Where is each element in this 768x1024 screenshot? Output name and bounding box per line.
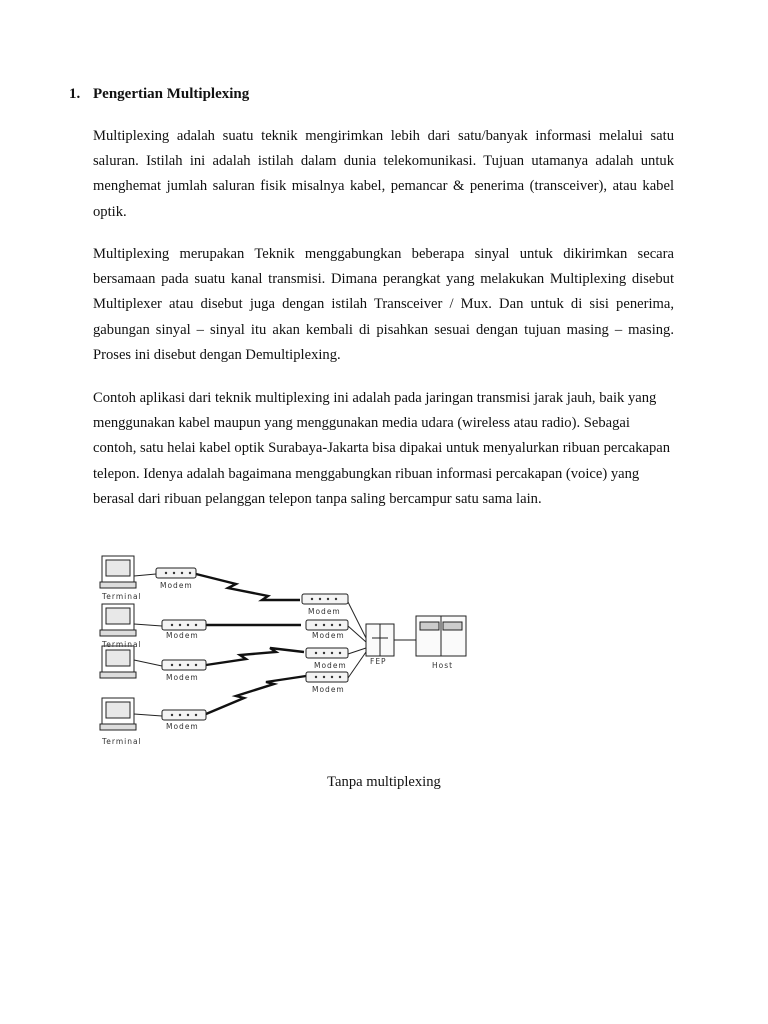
link-zigzag-1 xyxy=(196,574,300,600)
label-terminal-1: Terminal xyxy=(102,592,142,601)
label-modem-3: Modem xyxy=(166,673,199,682)
label-terminal-3: Terminal xyxy=(102,737,142,746)
label-modem-1: Modem xyxy=(160,581,193,590)
label-modem-4: Modem xyxy=(166,722,199,731)
section-heading xyxy=(69,86,249,103)
figure-caption: Tanpa multiplexing xyxy=(327,774,441,790)
host-icon xyxy=(416,616,466,656)
paragraph-technique: Multiplexing merupakan Teknik menggabungkan beberapa sinyal untuk dikirimkan secara bersamaan pada suatu kanal transmisi. Dimana perangkat yang melakukan Multiplexing disebut Multiplexer atau disebut juga dengan istilah Transceiver / Mux. Dan untuk di sisi penerima, gabungan sinyal – sinyal itu akan kembali di pisahkan sesuai dengan tujuan masing – masing. Proses ini disebut dengan Demultiplexing. xyxy=(93,246,674,363)
link-zigzag-3 xyxy=(206,648,304,665)
label-fep: FEP xyxy=(370,657,387,666)
paragraph-example: Contoh aplikasi dari teknik multiplexing ini adalah pada jaringan transmisi jarak jauh, baik yang menggunakan kabel maupun yang menggunakan media udara (wireless atau radio). Sebagai contoh, satu helai kabel optik Surabaya-Jakarta bisa dipakai untuk menyalurkan ribuan percakapan telepon. Idenya adalah bagaimana menggabungkan ribuan informasi percakapan (voice) yang berasal dari ribuan pelanggan telepon tanpa saling bercampur satu sama lain. xyxy=(93,390,671,507)
label-host: Host xyxy=(432,661,454,670)
modem-icon xyxy=(156,568,348,720)
label-modem-8: Modem xyxy=(312,685,345,694)
section-title: Pengertian Multiplexing xyxy=(93,86,250,102)
label-modem-2: Modem xyxy=(166,631,199,640)
paragraph-definition: Multiplexing adalah suatu teknik mengirimkan lebih dari satu/banyak informasi melalui satu saluran. Istilah ini adalah istilah dalam dunia telekomunikasi. Tujuan utamanya adalah untuk menghemat jumlah saluran fisik misalnya kabel, pemancar & penerima (transceiver), atau kabel optik. xyxy=(93,128,674,220)
label-terminal-2: Terminal xyxy=(102,640,142,649)
label-modem-6: Modem xyxy=(312,631,345,640)
network-diagram xyxy=(96,548,476,748)
link-zigzag-4 xyxy=(206,676,306,714)
label-modem-5: Modem xyxy=(308,607,341,616)
section-number: 1. xyxy=(69,86,81,102)
fep-icon xyxy=(366,624,394,656)
label-modem-7: Modem xyxy=(314,661,347,670)
